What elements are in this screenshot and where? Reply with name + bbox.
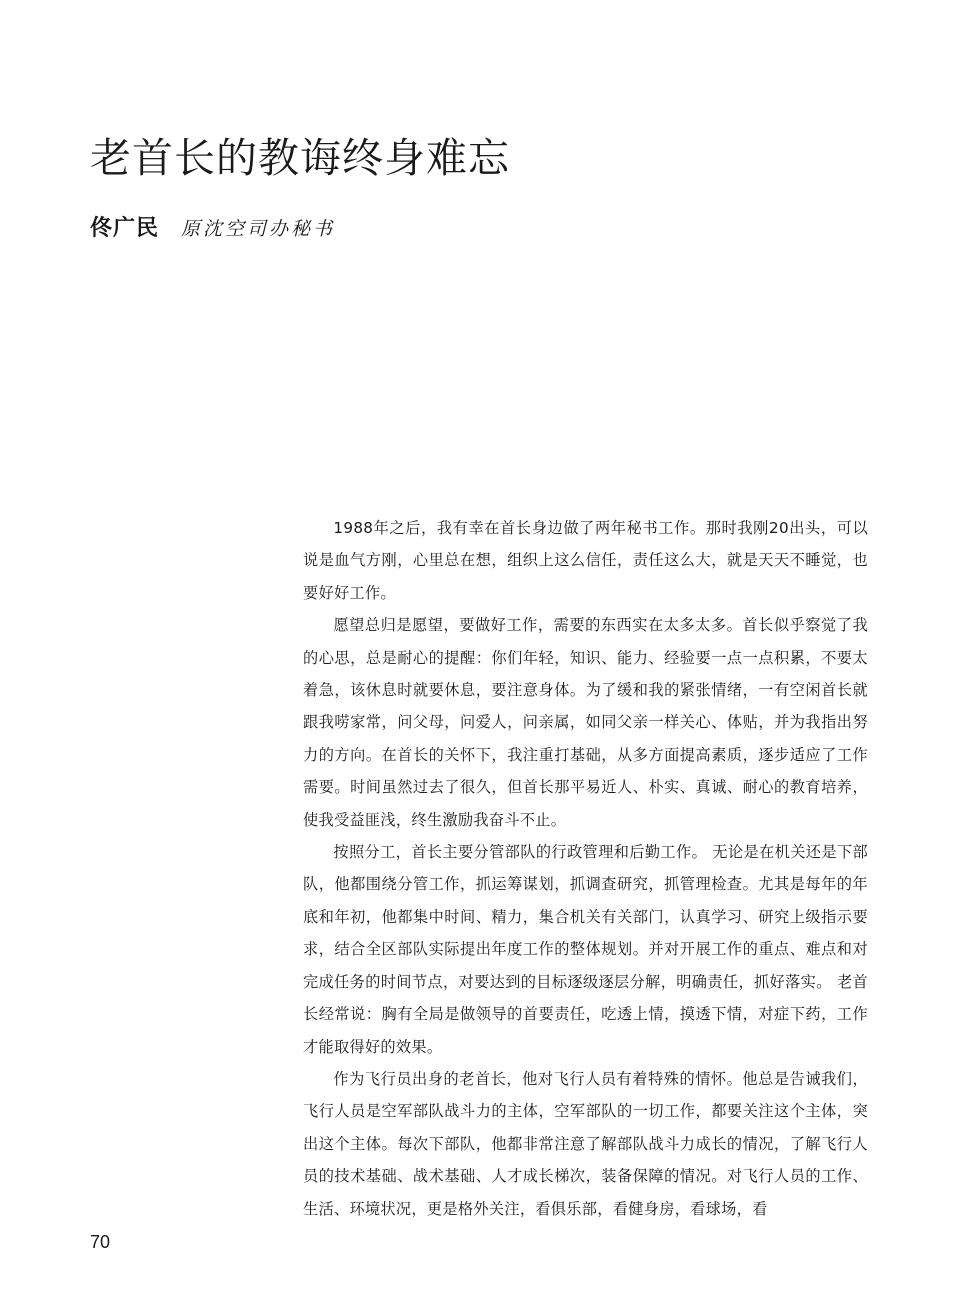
paragraph: 按照分工，首长主要分管部队的行政管理和后勤工作。 无论是在机关还是下部队，他都围绕分管工作，抓运筹谋划，抓调查研究，抓管理检查。尤其是每年的年底和年初，他都集中时间、精力，集合机关有关部门，认真学习、研究上级指示要求，结合全区部队实际提出年度工作的整体规划。并对开展工作的重点、难点和对完成任务的时间节点，对要达到的目标逐级逐层分解，明确责任，抓好落实。 老首长经常说：胸有全局是做领导的首要责任，吃透上情，摸透下情，对症下药，工作才能取得好的效果。: [303, 843, 868, 1056]
paragraph: 1988年之后，我有幸在首长身边做了两年秘书工作。那时我刚20出头，可以说是血气方刚，心里总在想，组织上这么信任，责任这么大，就是天天不睡觉，也要好好工作。: [303, 519, 868, 602]
article-body: [303, 512, 868, 1225]
author-name: 佟广民: [90, 216, 160, 241]
page-number: 70: [90, 1232, 111, 1252]
author-role: 原沈空司办秘书: [181, 218, 336, 240]
paragraph: 愿望总归是愿望，要做好工作，需要的东西实在太多太多。首长似乎察觉了我的心思，总是耐心的提醒：你们年轻，知识、能力、经验要一点一点积累，不要太着急，该休息时就要休息，要注意身体。为了缓和我的紧张情绪，一有空闲首长就跟我唠家常，问父母，问爱人，问亲属，如同父亲一样关心、体贴，并为我指出努力的方向。在首长的关怀下，我注重打基础，从多方面提高素质，逐步适应了工作需要。时间虽然过去了很久，但首长那平易近人、朴实、真诚、耐心的教育培养，使我受益匪浅，终生激励我奋斗不止。: [303, 616, 868, 829]
article-title: 老首长的教诲终身难忘: [90, 134, 510, 182]
paragraph: 作为飞行员出身的老首长，他对飞行人员有着特殊的情怀。他总是告诫我们，飞行人员是空军部队战斗力的主体，空军部队的一切工作，都要关注这个主体，突出这个主体。每次下部队，他都非常注意了解部队战斗力成长的情况，了解飞行人员的技术基础、战术基础、人才成长梯次，装备保障的情况。对飞行人员的工作、生活、环境状况，更是格外关注，看俱乐部，看健身房，看球场，看: [303, 1069, 868, 1218]
byline: [90, 212, 335, 246]
